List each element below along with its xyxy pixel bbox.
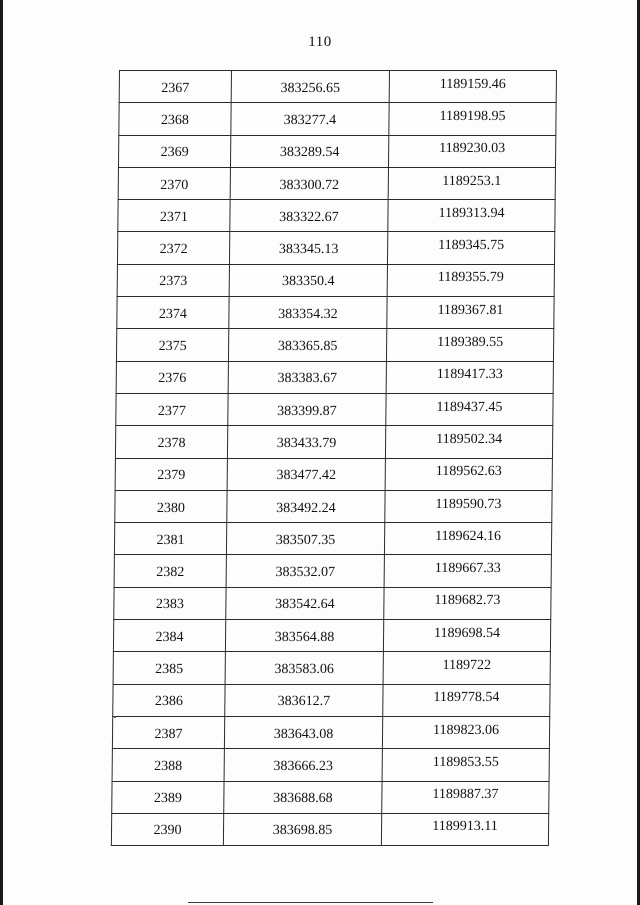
x-coordinate-cell	[227, 426, 385, 458]
point-number-cell	[116, 329, 228, 361]
cell-text: 1189913.11	[432, 819, 498, 835]
y-coordinate-cell	[385, 426, 552, 458]
table-row	[116, 361, 553, 393]
cell-text: 1189159.46	[439, 76, 506, 92]
x-coordinate-cell	[231, 71, 389, 103]
point-number-cell	[113, 620, 225, 652]
cell-text: 383612.7	[277, 694, 331, 710]
cell-text: 383507.35	[275, 532, 336, 548]
cell-text: 1189437.45	[436, 399, 503, 415]
x-coordinate-cell	[228, 361, 386, 393]
point-number-cell	[119, 103, 231, 135]
table-row	[116, 393, 553, 425]
cell-text: 2387	[154, 726, 183, 742]
cell-text: 1189417.33	[436, 367, 503, 383]
cell-text: 1189355.79	[437, 270, 504, 286]
table-row	[114, 587, 551, 619]
y-coordinate-cell	[383, 652, 550, 684]
y-coordinate-cell	[386, 393, 553, 425]
cell-text: 1189367.81	[437, 302, 504, 318]
cell-text: 2372	[159, 242, 188, 258]
table-row	[114, 555, 551, 587]
y-coordinate-cell	[385, 490, 552, 522]
cell-text: 383688.68	[273, 791, 333, 807]
y-coordinate-cell	[382, 749, 549, 781]
y-coordinate-cell	[381, 813, 548, 845]
cell-text: 383433.79	[276, 435, 337, 451]
y-coordinate-cell	[384, 523, 551, 555]
y-coordinate-cell	[382, 781, 549, 813]
table-row	[118, 200, 555, 232]
cell-text: 1189345.75	[438, 238, 505, 254]
point-number-cell	[115, 426, 227, 458]
cell-text: 1189887.37	[432, 787, 499, 803]
table-row	[115, 426, 552, 458]
x-coordinate-cell	[224, 716, 382, 748]
cell-text: 2379	[157, 468, 186, 484]
x-coordinate-cell	[228, 393, 386, 425]
cell-text: 383277.4	[283, 112, 337, 128]
cell-text: 2380	[156, 500, 185, 516]
table-row	[112, 716, 549, 748]
point-number-cell	[111, 813, 223, 845]
y-coordinate-cell	[387, 232, 554, 264]
cell-text: 2373	[159, 274, 188, 290]
cell-text: 2376	[158, 371, 187, 387]
y-coordinate-cell	[384, 555, 551, 587]
coordinate-table-wrapper	[111, 70, 556, 846]
cell-text: 1189590.73	[435, 496, 502, 512]
cell-text: 1189313.94	[438, 205, 505, 221]
cell-text: 1189698.54	[434, 625, 501, 641]
cell-text: 383322.67	[279, 209, 339, 225]
table-row	[117, 232, 554, 264]
table-row	[112, 749, 549, 781]
x-coordinate-cell	[227, 458, 385, 490]
cell-text: 383564.88	[274, 629, 335, 645]
cell-text: 1189667.33	[434, 561, 501, 577]
cell-text: 383354.32	[278, 306, 338, 322]
table-row	[113, 684, 550, 716]
cell-text: 2385	[155, 661, 184, 677]
scan-edge-left	[0, 0, 3, 905]
y-coordinate-cell	[383, 620, 550, 652]
cell-text: 1189562.63	[435, 464, 502, 480]
cell-text: 2374	[158, 306, 188, 322]
cell-text: 2381	[156, 532, 185, 548]
x-coordinate-cell	[230, 167, 388, 199]
cell-text: 1189502.34	[436, 431, 503, 447]
x-coordinate-cell	[229, 264, 387, 296]
y-coordinate-cell	[387, 264, 554, 296]
cell-text: 1189389.55	[437, 335, 504, 351]
table-row	[118, 135, 555, 167]
x-coordinate-cell	[225, 652, 383, 684]
table-row	[113, 620, 550, 652]
cell-text: 2368	[160, 112, 190, 128]
x-coordinate-cell	[224, 749, 382, 781]
cell-text: 383643.08	[273, 726, 334, 742]
cell-text: 2383	[155, 597, 184, 613]
y-coordinate-cell	[385, 458, 552, 490]
y-coordinate-cell	[388, 135, 555, 167]
x-coordinate-cell	[227, 490, 385, 522]
cell-text: 2378	[157, 435, 186, 451]
table-body	[111, 71, 556, 846]
x-coordinate-cell	[228, 329, 386, 361]
cell-text: 383345.13	[278, 242, 339, 258]
cell-text: 2370	[160, 177, 189, 193]
y-coordinate-cell	[388, 167, 555, 199]
bottom-rule	[188, 902, 433, 903]
table-row	[119, 71, 556, 103]
y-coordinate-cell	[386, 361, 553, 393]
table-row	[112, 781, 549, 813]
point-number-cell	[118, 167, 230, 199]
cell-text: 383698.85	[272, 823, 333, 839]
cell-text: 1189198.95	[439, 108, 506, 124]
cell-text: 1189823.06	[433, 722, 500, 738]
table-row	[115, 458, 552, 490]
x-coordinate-cell	[230, 200, 388, 232]
coordinate-table	[111, 70, 557, 846]
table-row	[116, 329, 553, 361]
point-number-cell	[113, 652, 225, 684]
cell-text: 383477.42	[276, 468, 337, 484]
point-number-cell	[112, 749, 224, 781]
point-number-cell	[112, 716, 224, 748]
x-coordinate-cell	[225, 620, 383, 652]
y-coordinate-cell	[387, 297, 554, 329]
cell-text: 383383.67	[277, 371, 338, 387]
x-coordinate-cell	[231, 103, 389, 135]
cell-text: 383583.06	[274, 661, 335, 677]
cell-text: 2389	[153, 791, 182, 807]
point-number-cell	[114, 587, 226, 619]
y-coordinate-cell	[383, 684, 550, 716]
cell-text: 2390	[153, 823, 182, 839]
table-row	[117, 297, 554, 329]
point-number-cell	[116, 361, 228, 393]
point-number-cell	[113, 684, 225, 716]
table-row	[117, 264, 554, 296]
table-row	[114, 523, 551, 555]
cell-text: 383365.85	[277, 339, 338, 355]
cell-text: 383256.65	[280, 80, 341, 96]
cell-text: 1189722	[442, 657, 492, 673]
cell-text: 383399.87	[277, 403, 337, 419]
scan-speck	[114, 716, 116, 718]
cell-text: 383289.54	[279, 145, 340, 161]
cell-text: 383666.23	[273, 758, 334, 774]
cell-text: 2388	[154, 758, 183, 774]
x-coordinate-cell	[226, 587, 384, 619]
cell-text: 1189853.55	[432, 754, 499, 770]
cell-text: 1189778.54	[433, 690, 500, 706]
cell-text: 383300.72	[279, 177, 340, 193]
x-coordinate-cell	[229, 297, 387, 329]
point-number-cell	[117, 264, 229, 296]
cell-text: 383350.4	[281, 274, 335, 290]
cell-text: 2371	[159, 209, 189, 225]
y-coordinate-cell	[388, 200, 555, 232]
point-number-cell	[114, 555, 226, 587]
point-number-cell	[118, 200, 230, 232]
point-number-cell	[115, 490, 227, 522]
cell-text: 2382	[156, 565, 185, 581]
point-number-cell	[117, 297, 229, 329]
cell-text: 383492.24	[276, 500, 336, 516]
x-coordinate-cell	[223, 813, 381, 845]
cell-text: 1189624.16	[435, 528, 502, 544]
y-coordinate-cell	[382, 716, 549, 748]
cell-text: 2367	[161, 80, 190, 96]
y-coordinate-cell	[389, 103, 556, 135]
table-row	[118, 167, 555, 199]
cell-text: 2377	[157, 403, 187, 419]
cell-text: 1189230.03	[439, 141, 506, 157]
point-number-cell	[118, 135, 230, 167]
cell-text: 2369	[160, 145, 189, 161]
y-coordinate-cell	[389, 71, 556, 103]
cell-text: 2386	[154, 694, 183, 710]
point-number-cell	[119, 71, 231, 103]
point-number-cell	[117, 232, 229, 264]
point-number-cell	[116, 393, 228, 425]
cell-text: 1189253.1	[442, 173, 502, 189]
table-row	[115, 490, 552, 522]
y-coordinate-cell	[384, 587, 551, 619]
x-coordinate-cell	[225, 684, 383, 716]
y-coordinate-cell	[386, 329, 553, 361]
cell-text: 1189682.73	[434, 593, 501, 609]
x-coordinate-cell	[224, 781, 382, 813]
table-row	[111, 813, 548, 845]
cell-text: 383532.07	[275, 565, 336, 581]
x-coordinate-cell	[226, 523, 384, 555]
cell-text: 2375	[158, 339, 187, 355]
table-row	[113, 652, 550, 684]
cell-text: 2384	[155, 629, 184, 645]
page-number: 110	[308, 34, 332, 50]
cell-text: 383542.64	[275, 597, 335, 613]
point-number-cell	[115, 458, 227, 490]
x-coordinate-cell	[230, 135, 388, 167]
x-coordinate-cell	[229, 232, 387, 264]
x-coordinate-cell	[226, 555, 384, 587]
table-row	[119, 103, 556, 135]
point-number-cell	[112, 781, 224, 813]
point-number-cell	[114, 523, 226, 555]
